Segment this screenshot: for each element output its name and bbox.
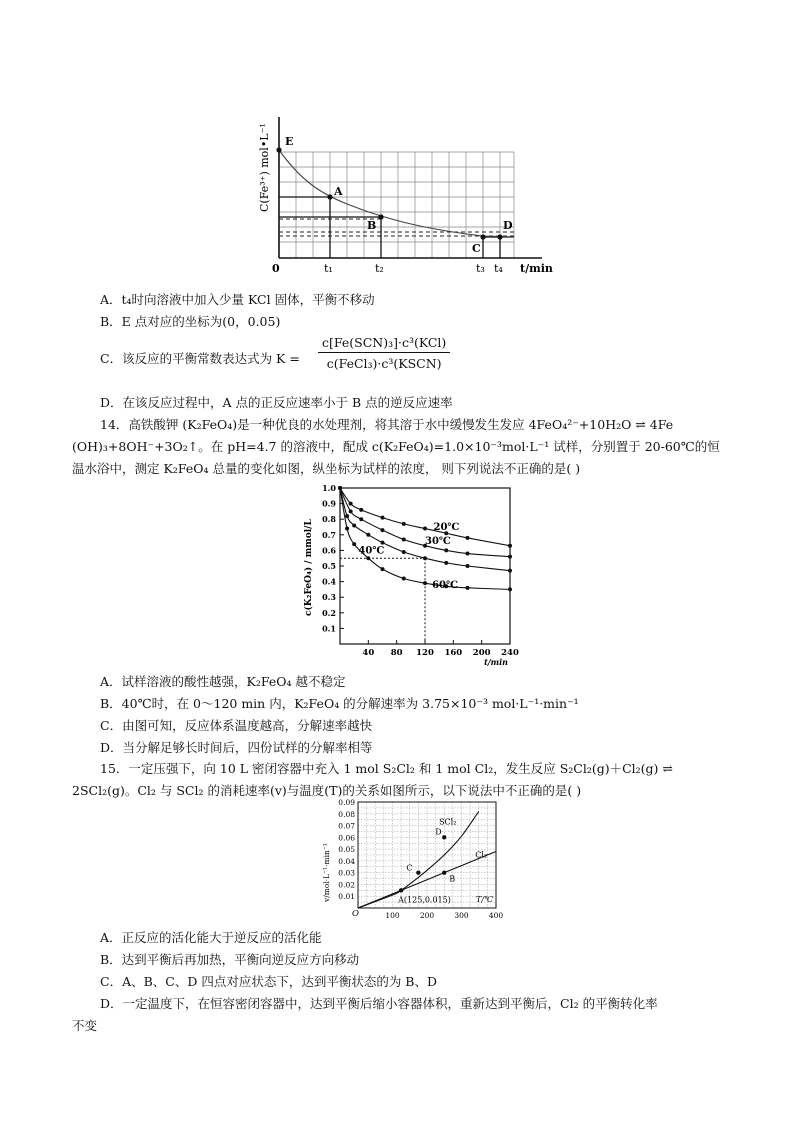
chart3-point-label: C xyxy=(406,863,413,873)
chart2-point xyxy=(381,516,385,520)
chart2-point xyxy=(508,569,512,573)
chart2-xlabel: t/min xyxy=(484,657,508,666)
q15-option-b: B．达到平衡后再加热，平衡向逆反应方向移动 xyxy=(100,952,360,967)
chart2-point xyxy=(349,502,353,506)
chart1-point-b xyxy=(378,214,383,219)
chart2-point xyxy=(359,517,363,521)
q14-stem-line-3: 温水浴中，测定 K₂FeO₄ 总量的变化如图，纵坐标为试样的浓度， 则下列说法不正确的是( ) xyxy=(72,461,581,476)
chart2-ytick-label: 0.7 xyxy=(322,529,336,540)
chart3-xtick-label: 200 xyxy=(419,911,435,920)
chart3-point-label: A(125,0.015) xyxy=(398,895,451,905)
chart1-label-a: A xyxy=(334,185,343,198)
chart2-ytick-label: 0.5 xyxy=(322,561,336,571)
q13-option-b: B．E 点对应的坐标为(0，0.05) xyxy=(100,314,281,329)
chart2-ytick-label: 0.2 xyxy=(322,607,336,618)
chart2-ytick-label: 1.0 xyxy=(322,483,336,493)
chart2-xtick-label: 80 xyxy=(390,648,403,658)
chart2-xtick-label: 160 xyxy=(444,648,463,658)
q14-option-a: A．试样溶液的酸性越强，K₂FeO₄ 越不稳定 xyxy=(100,674,346,689)
q14-stem-line-1: 14．高铁酸钾 (K₂FeO₄)是一种优良的水处理剂，将其溶于水中缓慢发生发应 4FeO₄²⁻+10H₂O ⇌ 4Fe xyxy=(100,417,674,432)
chart3-ytick-label: 0.07 xyxy=(338,821,355,831)
chart2-series-label: 60℃ xyxy=(432,579,458,591)
chart2-point xyxy=(508,587,512,591)
chart3-point xyxy=(416,870,420,874)
q14-option-d: D．当分解足够长时间后，四份试样的分解率相等 xyxy=(100,740,373,755)
chart2-point xyxy=(359,508,363,512)
chart2-point xyxy=(352,542,356,546)
chart3-ylabel: v/mol·L⁻¹·min⁻¹ xyxy=(322,843,331,902)
chart3-ytick-label: 0.06 xyxy=(338,833,355,843)
q15-option-d-line-2: 不变 xyxy=(72,1018,98,1033)
q15-option-c: C．A、B、C、D 四点对应状态下，达到平衡状态的为 B、D xyxy=(100,974,438,989)
chart2-point xyxy=(402,522,406,526)
chart1-ylabel: C(Fe³⁺) mol•L⁻¹ xyxy=(258,123,271,212)
q15-stem-line-1: 15．一定压强下，向 10 L 密闭容器中充入 1 mol S₂Cl₂ 和 1 mol Cl₂，发生反应 S₂Cl₂(g)＋Cl₂(g) ⇌ xyxy=(100,761,673,776)
chart2-ytick-label: 0.9 xyxy=(322,498,336,509)
chart2-point xyxy=(508,555,512,559)
chart3-ytick-label: 0.02 xyxy=(338,880,355,890)
chart3-point xyxy=(442,870,446,874)
q13-fraction-denominator: c(FeCl₃)·c³(KSCN) xyxy=(326,356,442,371)
chart2-point xyxy=(402,550,406,554)
chart1-label-e: E xyxy=(285,135,294,148)
q15-stem-line-2: 2SCl₂(g)。Cl₂ 与 SCl₂ 的消耗速率(v)与温度(T)的关系如图所示，以下说法中不正确的是( ) xyxy=(72,783,582,798)
k2feo4-decomposition-chart xyxy=(300,482,522,666)
chart2-ytick-label: 0.4 xyxy=(322,576,336,587)
chart3-xtick-label: 100 xyxy=(385,911,400,920)
chart1-tick-t1: t₁ xyxy=(324,262,333,275)
chart2-point xyxy=(349,509,353,513)
chart2-point xyxy=(466,564,470,568)
q13-option-d: D．在该反应过程中，A 点的正反应速率小于 B 点的逆反应速率 xyxy=(100,395,453,410)
fe3-concentration-chart xyxy=(252,112,562,282)
chart2-point xyxy=(381,528,385,532)
q14-option-b: B．40℃时，在 0～120 min 内，K₂FeO₄ 的分解速率为 3.75×10⁻³ mol·L⁻¹·min⁻¹ xyxy=(100,696,579,711)
chart1-xlabel: t/min xyxy=(520,262,553,275)
chart3-xtick-label: 400 xyxy=(488,911,504,920)
chart3-point xyxy=(442,835,446,839)
chart2-point xyxy=(466,536,470,540)
chart2-xtick-label: 240 xyxy=(501,648,519,658)
chart3-point-label: D xyxy=(435,827,442,837)
chart2-point xyxy=(423,527,427,531)
chart1-point-a xyxy=(327,194,332,199)
q15-option-a: A．正反应的活化能大于逆反应的活化能 xyxy=(100,930,322,945)
chart1-label-b: B xyxy=(367,219,377,232)
chart2-xtick-label: 40 xyxy=(362,648,375,658)
chart2-series-label: 40℃ xyxy=(358,545,385,557)
q13-fraction-numerator: c[Fe(SCN)₃]·c³(KCl) xyxy=(318,335,450,353)
chart1-tick-t4: t₄ xyxy=(494,262,503,275)
chart1-point-d xyxy=(497,234,502,239)
chart2-point xyxy=(381,567,385,571)
chart2-ytick-label: 0.1 xyxy=(322,623,336,634)
q13-option-a: A．t₄时向溶液中加入少量 KCl 固体，平衡不移动 xyxy=(100,292,375,307)
chart1-label-c: C xyxy=(472,242,481,255)
chart2-point xyxy=(402,576,406,580)
chart3-point-label: B xyxy=(449,874,456,884)
chart3-xtick-label: 300 xyxy=(454,911,469,920)
chart1-curve xyxy=(279,150,514,237)
chart2-ylabel: c(K₂FeO₄) / mmol/L xyxy=(304,519,314,616)
chart2-point xyxy=(508,544,512,548)
q13-fraction xyxy=(318,335,450,371)
q14-option-c: C．由图可知，反应体系温度越高，分解速率越快 xyxy=(100,718,373,733)
chart3-ytick-label: 0.03 xyxy=(338,868,355,878)
q15-option-d-line-1: D．一定温度下，在恒容密闭容器中，达到平衡后缩小容器体积，重新达到平衡后，Cl₂ 的平衡转化率 xyxy=(100,996,658,1011)
chart2-ytick-label: 0.8 xyxy=(322,514,336,525)
chart2-point xyxy=(345,527,349,531)
chart2-point xyxy=(366,533,370,537)
chart2-series-label: 20℃ xyxy=(433,522,460,534)
chart1-point-e xyxy=(276,147,281,152)
chart3-origin: O xyxy=(352,909,359,919)
chart3-ytick-label: 0.05 xyxy=(338,845,355,855)
q13-option-c-prefix: C．该反应的平衡常数表达式为 K = xyxy=(100,351,300,366)
chart3-ytick-label: 0.04 xyxy=(338,856,355,866)
chart1-tick-t3: t₃ xyxy=(476,262,485,275)
chart3-ytick-label: 0.01 xyxy=(338,892,355,902)
chart2-point xyxy=(466,552,470,556)
chart1-point-c xyxy=(480,234,485,239)
chart2-point xyxy=(345,514,349,518)
chart2-point xyxy=(352,523,356,527)
chart3-ytick-label: 0.08 xyxy=(338,809,355,819)
chart2-ytick-label: 0.3 xyxy=(322,592,336,603)
chart2-xtick-label: 120 xyxy=(416,648,434,658)
chart2-point xyxy=(444,548,448,552)
chart2-point xyxy=(444,561,448,565)
chart3-xlabel: T/℃ xyxy=(476,895,493,904)
chart3-label-cl2: Cl₂ xyxy=(475,850,488,860)
chart2-point xyxy=(466,586,470,590)
q14-stem-line-2: (OH)₃+8OH⁻+3O₂↑。在 pH=4.7 的溶液中，配成 c(K₂FeO₄)=1.0×10⁻³mol·L⁻¹ 试样，分别置于 20-60℃的恒 xyxy=(72,439,720,454)
chart2-point xyxy=(381,541,385,545)
chart3-label-scl2: SCl₂ xyxy=(439,817,457,827)
chart3-ytick-label: 0.09 xyxy=(338,798,355,807)
chart2-point xyxy=(402,537,406,541)
chart2-xtick-label: 200 xyxy=(472,648,491,658)
chart2-series-label: 30℃ xyxy=(425,536,451,548)
chart1-tick-t2: t₂ xyxy=(375,262,384,275)
chart1-origin: 0 xyxy=(272,262,280,275)
chart1-label-d: D xyxy=(503,219,513,232)
chart3-point xyxy=(399,888,403,892)
chart2-ytick-label: 0.6 xyxy=(322,545,336,556)
rate-temperature-chart xyxy=(318,798,528,922)
chart2-point xyxy=(338,486,342,490)
